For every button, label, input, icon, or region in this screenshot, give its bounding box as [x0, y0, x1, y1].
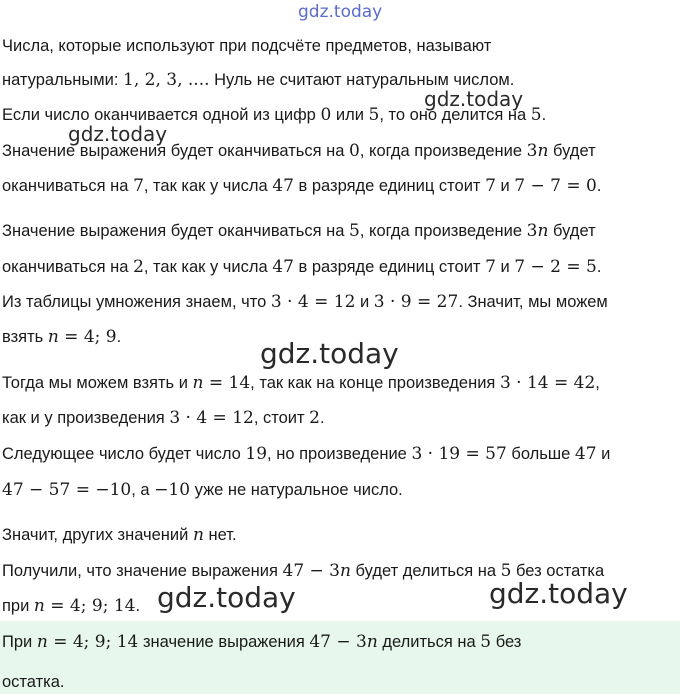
math: = 4; 9	[58, 327, 117, 347]
math-variable: n	[537, 141, 549, 161]
math: 5	[480, 632, 492, 652]
math: 3 · 9 = 27	[373, 292, 459, 312]
math: 5	[349, 221, 360, 241]
text-line: при n = 4; 9; 14.	[2, 596, 141, 616]
text-line: Значение выражения будет оканчиваться на 0, когда произведение 3n будет	[2, 141, 596, 161]
text-line: Следующее число будет число 19, но произведение 3 · 19 = 57 больше 47 и	[2, 444, 611, 464]
math-variable: n	[340, 561, 351, 581]
math: = 4; 9; 14	[47, 632, 139, 652]
math: 5	[500, 561, 512, 581]
text-line: взять n = 4; 9.	[2, 327, 122, 347]
text-line: Значит, других значений n нет.	[2, 525, 237, 545]
math: 19	[245, 444, 268, 464]
math-variable: n	[366, 632, 378, 652]
math: 5	[368, 105, 380, 125]
math: 1, 2, 3, ....	[123, 70, 210, 90]
watermark: gdz.today	[157, 581, 296, 614]
math: 0	[349, 141, 360, 161]
text-line: Значение выражения будет оканчиваться на 5, когда произведение 3n будет	[2, 221, 596, 241]
text-line: натуральными: 1, 2, 3, .... Нуль не считают натуральным числом.	[2, 70, 515, 90]
math-variable: n	[33, 596, 45, 616]
math: 2	[133, 257, 144, 277]
math: 5	[530, 105, 542, 125]
text-line: Числа, которые используют при подсчёте предметов, называют	[2, 37, 492, 55]
answer-line: остатка.	[2, 673, 65, 691]
math: 3	[526, 221, 538, 241]
math-variable: n	[192, 525, 204, 545]
text-line: Из таблицы умножения знаем, что 3 · 4 = 12 и 3 · 9 = 27. Значит, мы можем	[2, 292, 608, 312]
math: 3 · 4 = 12	[270, 292, 356, 312]
watermark: gdz.today	[424, 87, 524, 111]
math-variable: n	[537, 221, 549, 241]
math: = 14	[203, 373, 251, 393]
math: 47	[272, 257, 294, 277]
math: 47	[272, 176, 294, 196]
text-line: Если число оканчивается одной из цифр 0 или 5, то оно делится на 5.	[2, 105, 547, 125]
math: 47 − 3	[309, 632, 367, 652]
text-line: оканчиваться на 7, так как у числа 47 в разряде единиц стоит 7 и 7 − 7 = 0.	[2, 176, 602, 196]
answer-line: При n = 4; 9; 14 значение выражения 47 − 3n делиться на 5 без	[2, 632, 522, 652]
watermark: gdz.today	[260, 337, 399, 370]
math: 3 · 19 = 57	[411, 444, 507, 464]
math: 2	[309, 408, 320, 428]
math: 3 · 4 = 12	[169, 408, 254, 428]
watermark: gdz.today	[68, 122, 168, 146]
math: 47 − 57 = −10	[2, 480, 132, 500]
math: 0	[320, 105, 332, 125]
math: 47	[574, 444, 597, 464]
math: 3	[526, 141, 538, 161]
watermark: gdz.today	[489, 577, 628, 610]
text-line: Получили, что значение выражения 47 − 3n будет делиться на 5 без остатка	[2, 561, 605, 581]
text-line: Тогда мы можем взять и n = 14, так как на конце произведения 3 · 14 = 42,	[2, 373, 600, 393]
math: = 4; 9; 14	[44, 596, 136, 616]
math-variable: n	[36, 632, 48, 652]
text-line: 47 − 57 = −10, а −10 уже не натуральное число.	[2, 480, 403, 500]
math: 7 − 7 = 0	[514, 176, 597, 196]
math-variable: n	[192, 373, 204, 393]
text-line: как и у произведения 3 · 4 = 12, стоит 2.	[2, 408, 325, 428]
math: −10	[154, 480, 191, 500]
math: 7 − 2 = 5	[514, 257, 597, 277]
math: 47 − 3	[282, 561, 340, 581]
math: 7	[485, 257, 496, 277]
math: 3 · 14 = 42	[499, 373, 596, 393]
text-line: оканчиваться на 2, так как у числа 47 в разряде единиц стоит 7 и 7 − 2 = 5.	[2, 257, 602, 277]
math: 7	[485, 176, 496, 196]
math-variable: n	[47, 327, 59, 347]
math: 7	[133, 176, 144, 196]
watermark-top: gdz.today	[298, 2, 383, 22]
